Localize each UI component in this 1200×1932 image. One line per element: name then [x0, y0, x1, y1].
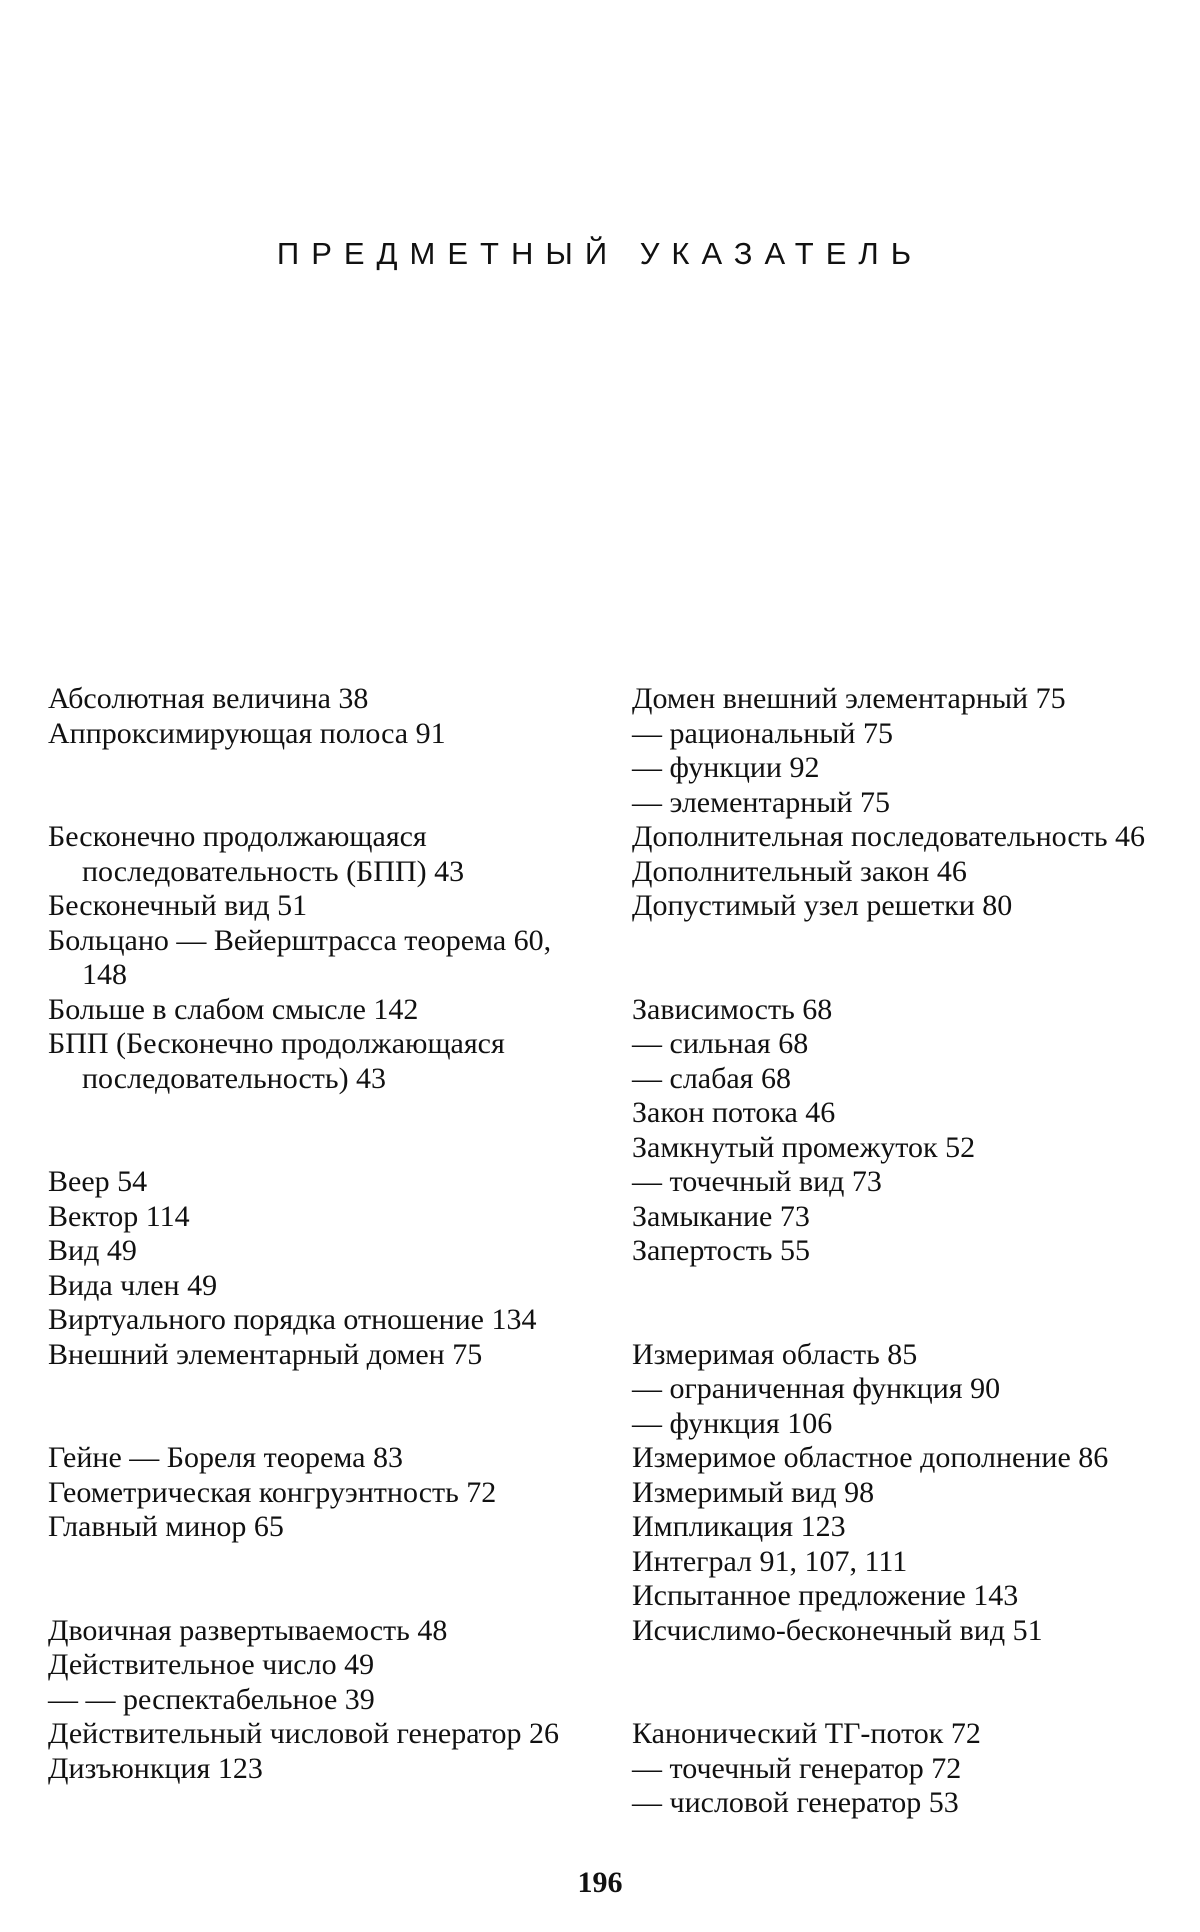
index-entry: Аппроксимирующая полоса 91 — [48, 716, 446, 750]
index-entry: Вид 49 — [48, 1234, 137, 1267]
page-number: 196 — [577, 1866, 623, 1899]
index-entry: — функции 92 — [632, 751, 820, 784]
index-group-g — [48, 1441, 588, 1545]
index-entry: — ограниченная функция 90 — [632, 1372, 1001, 1405]
index-entry: Интеграл 91, 107, 111 — [632, 1544, 908, 1578]
index-entry: Веер 54 — [48, 1165, 148, 1198]
index-group-v — [48, 1165, 588, 1372]
index-entry: Измеримая область 85 — [632, 1337, 918, 1371]
index-group-z — [632, 993, 1172, 1269]
index-entry: Больше в слабом смысле 142 — [48, 992, 419, 1026]
index-entry: Дизъюнкция 123 — [48, 1751, 263, 1785]
index-group-a — [48, 682, 588, 751]
index-entry: — точечный вид 73 — [632, 1165, 882, 1198]
index-column-right — [632, 682, 1172, 1821]
index-entry: Внешний элементарный домен 75 — [48, 1337, 483, 1371]
index-entry: Замыкание 73 — [632, 1199, 810, 1233]
index-entry: — функция 106 — [632, 1406, 833, 1440]
group-spacer — [632, 1648, 1172, 1717]
index-entry: Зависимость 68 — [632, 992, 833, 1026]
index-entry: Канонический ТГ-поток 72 — [632, 1717, 981, 1750]
index-entry: Испытанное предложение 143 — [632, 1579, 1019, 1612]
index-entry: — элементарный 75 — [632, 785, 891, 819]
index-group-b — [48, 820, 588, 1096]
index-column-left — [48, 682, 588, 1786]
group-spacer — [48, 1372, 588, 1441]
index-entry: Закон потока 46 — [632, 1096, 836, 1129]
index-group-i — [632, 1338, 1172, 1649]
index-entry: Запертость 55 — [632, 1234, 810, 1267]
index-entry: — числовой генератор 53 — [632, 1786, 959, 1819]
index-entry: Двоичная развертываемость 48 — [48, 1613, 448, 1647]
index-group-k — [632, 1717, 1172, 1821]
index-group-dom — [632, 682, 1172, 924]
index-entry: Действительное число 49 — [48, 1648, 375, 1681]
group-spacer — [48, 1545, 588, 1614]
index-entry: Домен внешний элементарный 75 — [632, 682, 1066, 715]
group-spacer — [632, 924, 1172, 993]
index-entry: Абсолютная величина 38 — [48, 682, 369, 715]
index-entry: — сильная 68 — [632, 1027, 809, 1060]
index-entry: Вида член 49 — [48, 1268, 218, 1302]
index-entry: Гейне — Бореля теорема 83 — [48, 1441, 403, 1474]
index-entry: Больцано — Вейерштрасса теорема 60, 148 — [48, 923, 552, 991]
group-spacer — [48, 1096, 588, 1165]
index-entry: — — респектабельное 39 — [48, 1682, 375, 1716]
index-entry: Допустимый узел решетки 80 — [632, 889, 1013, 922]
index-entry: Замкнутый промежуток 52 — [632, 1130, 976, 1164]
index-entry: Импликация 123 — [632, 1510, 846, 1543]
index-entry: Бесконечный вид 51 — [48, 889, 308, 922]
index-group-d — [48, 1614, 588, 1787]
group-spacer — [632, 1269, 1172, 1338]
index-entry: Действительный числовой генератор 26 — [48, 1717, 559, 1750]
index-entry: — рациональный 75 — [632, 716, 893, 750]
index-entry: Геометрическая конгруэнтность 72 — [48, 1475, 497, 1509]
index-entry: Исчислимо-бесконечный вид 51 — [632, 1613, 1043, 1647]
group-spacer — [48, 751, 588, 820]
index-entry: — точечный генератор 72 — [632, 1751, 962, 1785]
index-entry: Бесконечно продолжающаяся последовательность (БПП) 43 — [48, 820, 465, 888]
index-entry: Виртуального порядка отношение 134 — [48, 1303, 537, 1336]
index-entry: — слабая 68 — [632, 1061, 791, 1095]
index-entry: Дополнительный закон 46 — [632, 854, 967, 888]
page-title: ПРЕДМЕТНЫЙ УКАЗАТЕЛЬ — [276, 236, 924, 271]
index-entry: БПП (Бесконечно продолжающаяся последовательность) 43 — [48, 1027, 505, 1095]
index-entry: Вектор 114 — [48, 1199, 190, 1233]
index-entry: Дополнительная последовательность 46 — [632, 820, 1146, 853]
index-entry: Главный минор 65 — [48, 1510, 284, 1543]
index-entry: Измеримое областное дополнение 86 — [632, 1441, 1109, 1474]
index-entry: Измеримый вид 98 — [632, 1475, 875, 1509]
